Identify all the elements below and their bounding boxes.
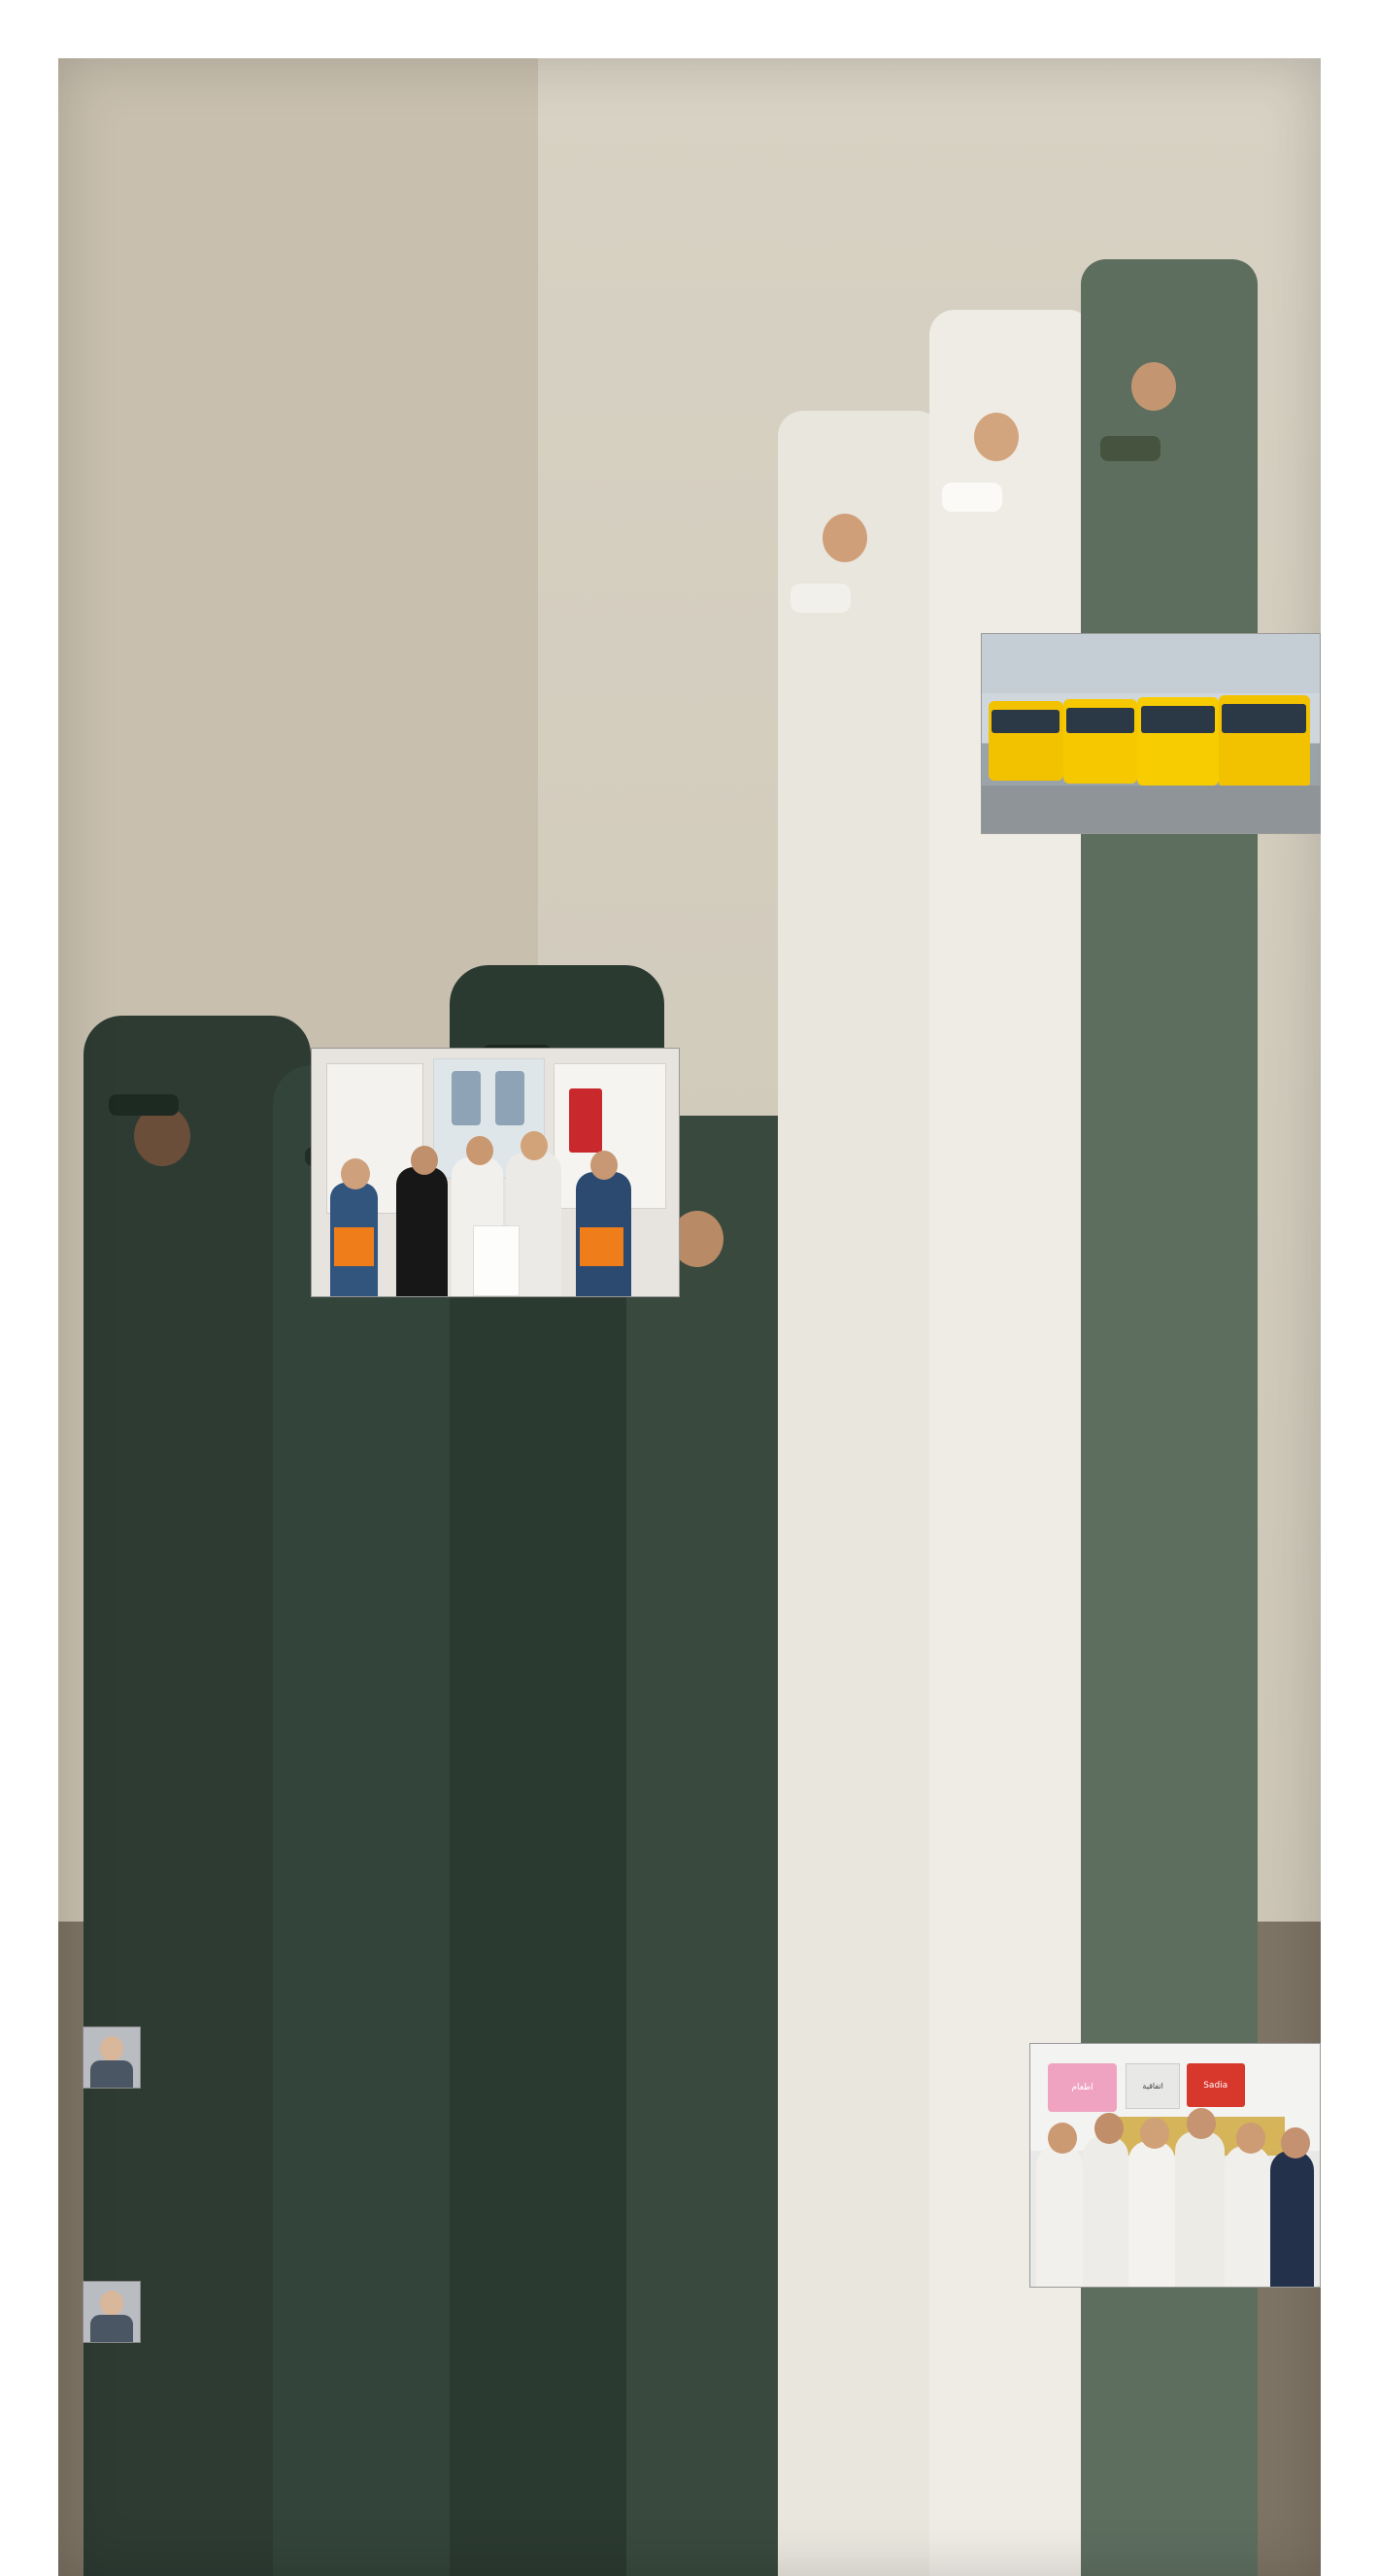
lead-story-photo	[610, 173, 1321, 500]
redcrescent-photo	[311, 1048, 680, 1297]
ad-avatar	[83, 2026, 141, 2089]
inaam-photo: اطعام اتفاقية Sadia	[1029, 2043, 1321, 2288]
buses-photo	[981, 633, 1321, 834]
ad-avatar	[83, 2281, 141, 2343]
lead-story	[58, 173, 1321, 500]
